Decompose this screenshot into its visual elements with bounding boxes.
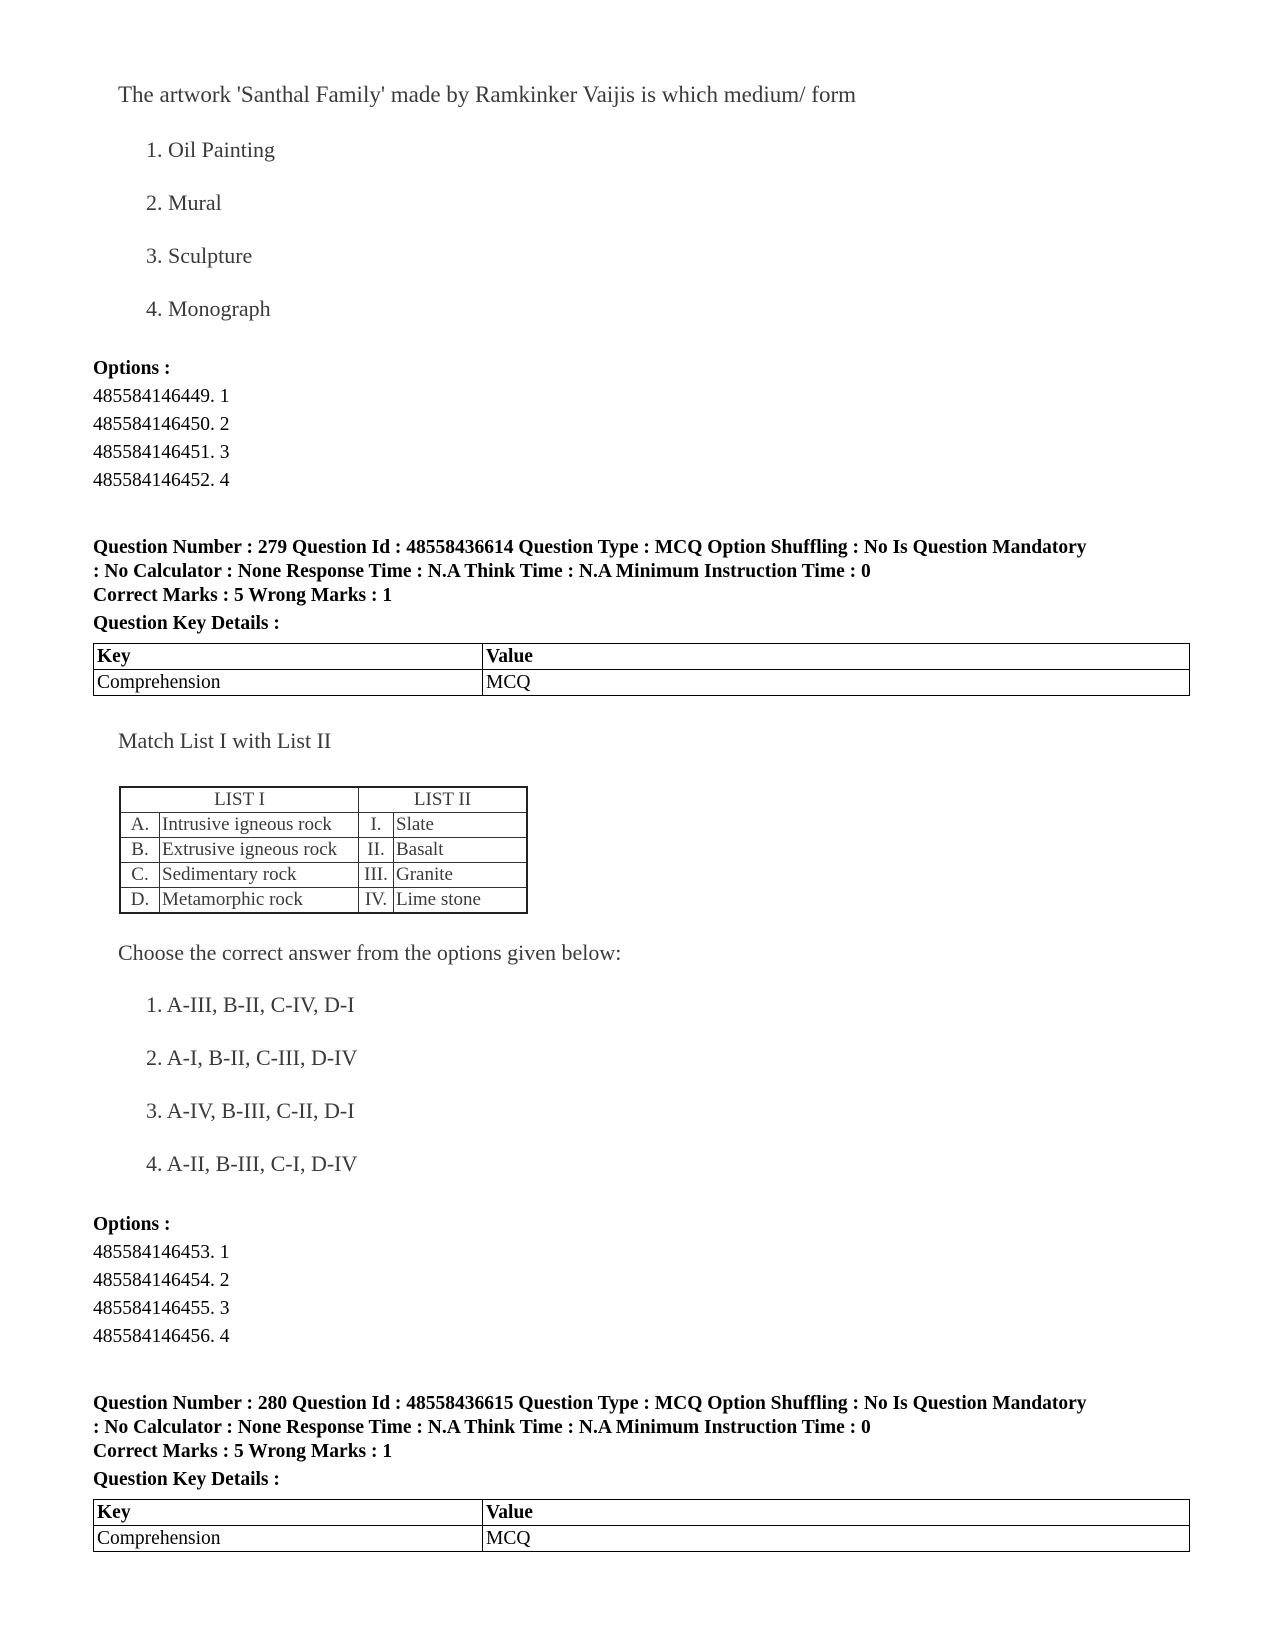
question-279-marks: Correct Marks : 5 Wrong Marks : 1 [93,585,393,606]
question-280-key-details-heading: Question Key Details : [93,1469,280,1490]
question-279-option-1: 485584146453. 1 [93,1242,230,1263]
question-280-meta-line-2: : No Calculator : None Response Time : N.A Think Time : N.A Minimum Instruction Time : 0 [93,1417,871,1438]
key-table-cell-value: MCQ [483,670,1190,696]
question-278-text: The artwork 'Santhal Family' made by Ramkinker Vaijis is which medium/ form [118,82,856,107]
key-table-header-value: Value [483,1500,1190,1526]
list-1-item: Metamorphic rock [160,888,359,914]
question-279-option-3: 485584146455. 3 [93,1298,230,1319]
key-table-header-key: Key [94,644,483,670]
question-279-key-table [93,643,1190,696]
match-table-header-list-1: LIST I [120,787,359,813]
question-280-meta-line-1: Question Number : 280 Question Id : 48558436615 Question Type : MCQ Option Shuffling : No Is Question Mandatory [93,1393,1087,1414]
question-279-choice-3: 3. A-IV, B-III, C-II, D-I [146,1098,355,1123]
match-table-row [120,888,527,914]
match-table-row [120,838,527,863]
list-1-item: Intrusive igneous rock [160,813,359,838]
question-278-choice-1: 1. Oil Painting [146,137,275,162]
list-1-letter: D. [120,888,160,914]
question-278-choice-4: 4. Monograph [146,296,271,321]
list-1-item: Sedimentary rock [160,863,359,888]
list-1-item: Extrusive igneous rock [160,838,359,863]
match-table-row [120,813,527,838]
match-table-header-row [120,787,527,813]
question-279-meta [93,536,1193,584]
list-2-numeral: IV. [359,888,394,914]
key-table-header-key: Key [94,1500,483,1526]
question-279-instruction: Choose the correct answer from the options given below: [118,940,622,965]
key-table-header-value: Value [483,644,1190,670]
question-278-option-1: 485584146449. 1 [93,386,230,407]
question-278-option-3: 485584146451. 3 [93,442,230,463]
key-table-cell-key: Comprehension [94,1526,483,1552]
question-280-key-table [93,1499,1190,1552]
question-280-meta [93,1392,1193,1440]
list-1-letter: A. [120,813,160,838]
list-2-item: Granite [394,863,528,888]
question-279-choice-4: 4. A-II, B-III, C-I, D-IV [146,1151,358,1176]
question-279-key-details-heading: Question Key Details : [93,613,280,634]
question-279-meta-line-1: Question Number : 279 Question Id : 48558436614 Question Type : MCQ Option Shuffling : No Is Question Mandatory [93,537,1087,558]
match-table-row [120,863,527,888]
key-table-row [94,670,1190,696]
key-table-cell-key: Comprehension [94,670,483,696]
match-table-header-list-2: LIST II [359,787,528,813]
key-table-header-row [94,1500,1190,1526]
question-279-meta-line-2: : No Calculator : None Response Time : N.A Think Time : N.A Minimum Instruction Time : 0 [93,561,871,582]
key-table-cell-value: MCQ [483,1526,1190,1552]
question-279-options-heading: Options : [93,1214,171,1235]
list-2-item: Slate [394,813,528,838]
list-2-numeral: I. [359,813,394,838]
question-278-options-heading: Options : [93,358,171,379]
match-list-table [119,786,528,914]
list-2-numeral: III. [359,863,394,888]
question-279-text: Match List I with List II [118,728,332,753]
list-2-item: Basalt [394,838,528,863]
question-278-option-4: 485584146452. 4 [93,470,230,491]
question-280-marks: Correct Marks : 5 Wrong Marks : 1 [93,1441,393,1462]
list-2-numeral: II. [359,838,394,863]
question-279-choice-1: 1. A-III, B-II, C-IV, D-I [146,992,355,1017]
question-278-option-2: 485584146450. 2 [93,414,230,435]
question-278-choice-3: 3. Sculpture [146,243,253,268]
list-2-item: Lime stone [394,888,528,914]
key-table-row [94,1526,1190,1552]
question-278-choice-2: 2. Mural [146,190,222,215]
key-table-header-row [94,644,1190,670]
question-279-option-2: 485584146454. 2 [93,1270,230,1291]
question-279-option-4: 485584146456. 4 [93,1326,230,1347]
list-1-letter: C. [120,863,160,888]
list-1-letter: B. [120,838,160,863]
question-279-choice-2: 2. A-I, B-II, C-III, D-IV [146,1045,358,1070]
